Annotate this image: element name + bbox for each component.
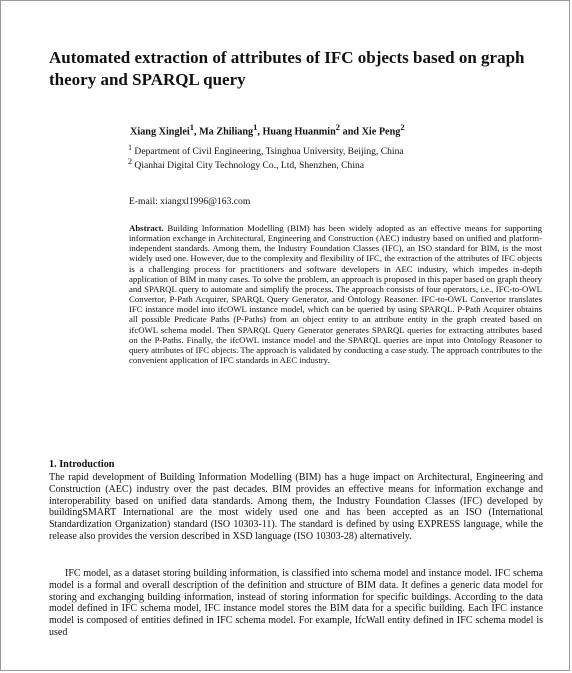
author-list (130, 122, 550, 137)
affiliation-1 (128, 143, 404, 157)
section-heading-introduction: 1. Introduction (49, 459, 115, 470)
author-affiliation-marker: 2 (400, 122, 405, 132)
affiliation-marker: 1 (128, 143, 132, 152)
author-name: Huang Huanmin (262, 126, 336, 138)
author-separator: and (340, 126, 362, 138)
author-separator: , (257, 126, 263, 138)
affiliation-text: Department of Civil Engineering, Tsinghua University, Beijing, China (132, 146, 404, 158)
body-paragraph: IFC model, as a dataset storing building information, is classified into schema model and instance model. IFC schema model is a formal and overall description of the definition and structure of BIM data. It defines a generic data model for storing and exchanging building information, instead of storing information for specific buildings. According to the data model defined in IFC schema model, IFC instance model stores the BIM data for a specific building. Each IFC instance model is composed of entities defined in IFC schema model. For example, IfcWall entity defined in IFC schema model is used (49, 568, 543, 638)
abstract (129, 223, 542, 365)
abstract-label: Abstract. (129, 223, 164, 233)
author-affiliation-marker: 1 (189, 122, 194, 132)
author-affiliation-marker: 2 (335, 122, 341, 132)
author-name: Ma Zhiliang (199, 126, 254, 138)
affiliation-text: Qianhai Digital City Technology Co., Ltd, Shenzhen, China (132, 160, 365, 172)
affiliation-marker: 2 (128, 157, 132, 166)
author-separator: , (193, 126, 200, 138)
body-paragraph: The rapid development of Building Information Modelling (BIM) has a huge impact on Architectural, Engineering and Construction (AEC) industry over the past decades. BIM provides an effective means for information exchange and interoperability based on unified data standards. Among them, the Industry Foundation Classes (IFC) developed by buildingSMART International are the most widely used one and has been accepted as an ISO (International Standardization Organization) standard (ISO 10303-11). The standard is defined by using EXPRESS language, while the release also provides the version described in XSD language (ISO 10303-28) alternatively. (49, 472, 543, 542)
affiliation-2 (128, 157, 364, 171)
abstract-text: Building Information Modelling (BIM) has been widely adopted as an effective means for supporting information exchange in Architectural, Engineering and Construction (AEC) industry based on unified and platform-independent standards. Among them, the Industry Foundation Classes (IFC), an ISO standard for BIM, is the most widely used one. However, due to the complexity and flexibility of IFC, the extraction of the attributes of IFC objects is a challenging process for practitioners and software developers in AEC industry, which impedes in-depth application of BIM in many cases. To solve the problem, an approach is proposed in this paper based on graph theory and SPARQL query to automate and simplify the process. The approach consists of four operators, i.e., IFC-to-OWL Convertor, P-Path Acquirer, SPARQL Query Generator, and Ontology Reasoner. IFC-to-OWL Convertor translates IFC instance model into ifcOWL instance model, which can be queried by using SPARQL. P-Path Acquirer obtains all possible Predicate Paths (P-Paths) from an object entity to an attribute entity in the graph created based on ifcOWL schema model. Then SPARQL Query Generator generates SPARQL queries for extracting attributes based on the P-Paths. Finally, the ifcOWL instance model and the SPARQL queries are input into Ontology Reasoner to query attributes of IFC objects. The approach is validated by conducting a case study. The approach contributes to the convenient application of IFC standards in AEC industry. (129, 223, 542, 366)
author-name: Xiang Xinglei (130, 126, 190, 138)
author-affiliation-marker: 1 (253, 122, 258, 132)
paper-title: Automated extraction of attributes of IFC objects based on graph theory and SPARQL query (49, 48, 525, 89)
contact-email: E-mail: xiangxl1996@163.com (129, 196, 251, 207)
author-name: Xie Peng (361, 126, 401, 138)
